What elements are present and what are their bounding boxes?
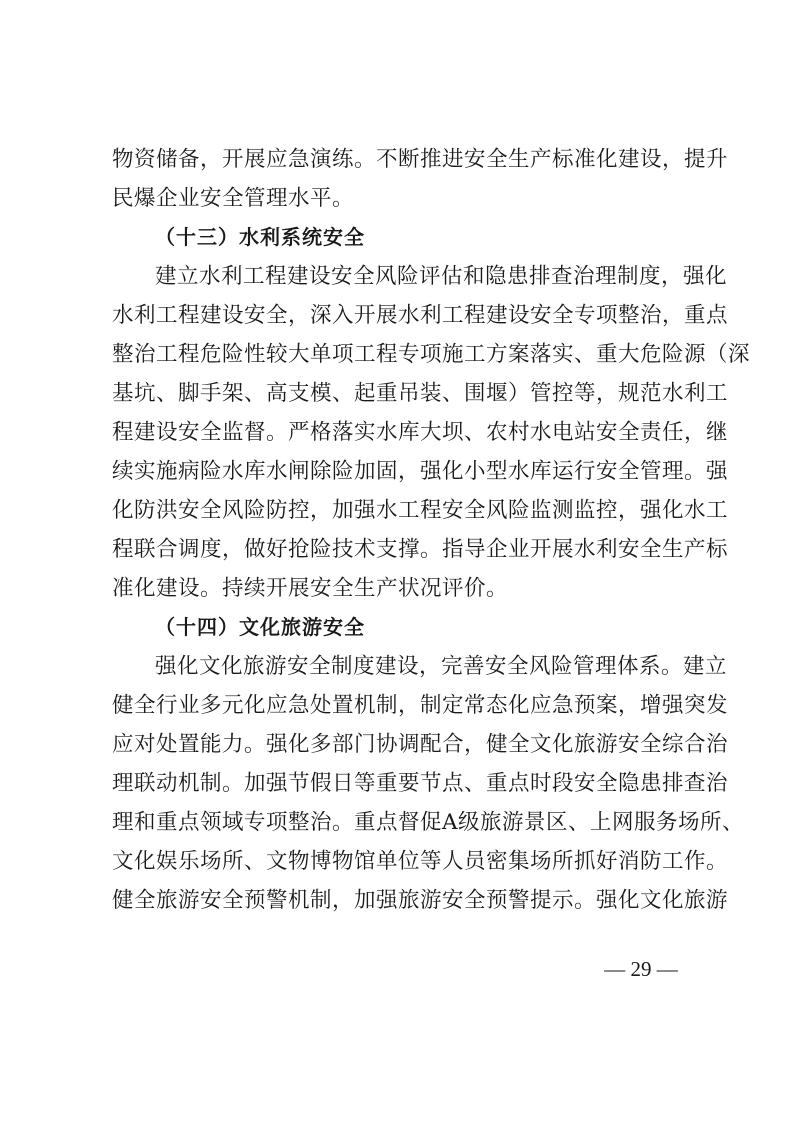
paragraph-line: 化防洪安全风险防控，加强水工程安全风险监测监控，强化水工 <box>112 498 729 523</box>
paragraph-line: 物资储备，开展应急演练。不断推进安全生产标准化建设，提升 <box>112 147 729 172</box>
paragraph-line: 续实施病险水库水闸除险加固，强化小型水库运行安全管理。强 <box>112 459 729 484</box>
document-body <box>112 140 751 920</box>
paragraph-line: 理和重点领域专项整治。重点督促A级旅游景区、上网服务场所、 <box>112 810 745 835</box>
paragraph-line: 程建设安全监督。严格落实水库大坝、农村水电站安全责任，继 <box>112 420 729 445</box>
paragraph-line: 基坑、脚手架、高支模、起重吊装、围堰）管控等，规范水利工 <box>112 381 729 406</box>
paragraph-line: 准化建设。持续开展安全生产状况评价。 <box>112 576 509 601</box>
paragraph-line: 应对处置能力。强化多部门协调配合，健全文化旅游安全综合治 <box>112 732 729 757</box>
paragraph-line: 文化娱乐场所、文物博物馆单位等人员密集场所抓好消防工作。 <box>112 849 729 874</box>
paragraph-line: 健全旅游安全预警机制，加强旅游安全预警提示。强化文化旅游 <box>112 888 729 913</box>
paragraph-line: 健全行业多元化应急处置机制，制定常态化应急预案，增强突发 <box>112 693 729 718</box>
paragraph-line: 理联动机制。加强节假日等重要节点、重点时段安全隐患排查治 <box>112 771 729 796</box>
page-number: — 29 — <box>604 957 678 981</box>
paragraph-line: 强化文化旅游安全制度建设，完善安全风险管理体系。建立 <box>155 654 728 679</box>
paragraph-line: 水利工程建设安全，深入开展水利工程建设安全专项整治，重点 <box>112 303 729 328</box>
paragraph-line: 建立水利工程建设安全风险评估和隐患排查治理制度，强化 <box>155 264 728 289</box>
section-heading: （十三）水利系统安全 <box>155 225 365 249</box>
paragraph-line: 整治工程危险性较大单项工程专项施工方案落实、重大危险源（深 <box>112 342 751 367</box>
paragraph-line: 程联合调度，做好抢险技术支撑。指导企业开展水利安全生产标 <box>112 537 729 562</box>
section-heading: （十四）文化旅游安全 <box>155 615 365 639</box>
paragraph-line: 民爆企业安全管理水平。 <box>112 186 355 211</box>
